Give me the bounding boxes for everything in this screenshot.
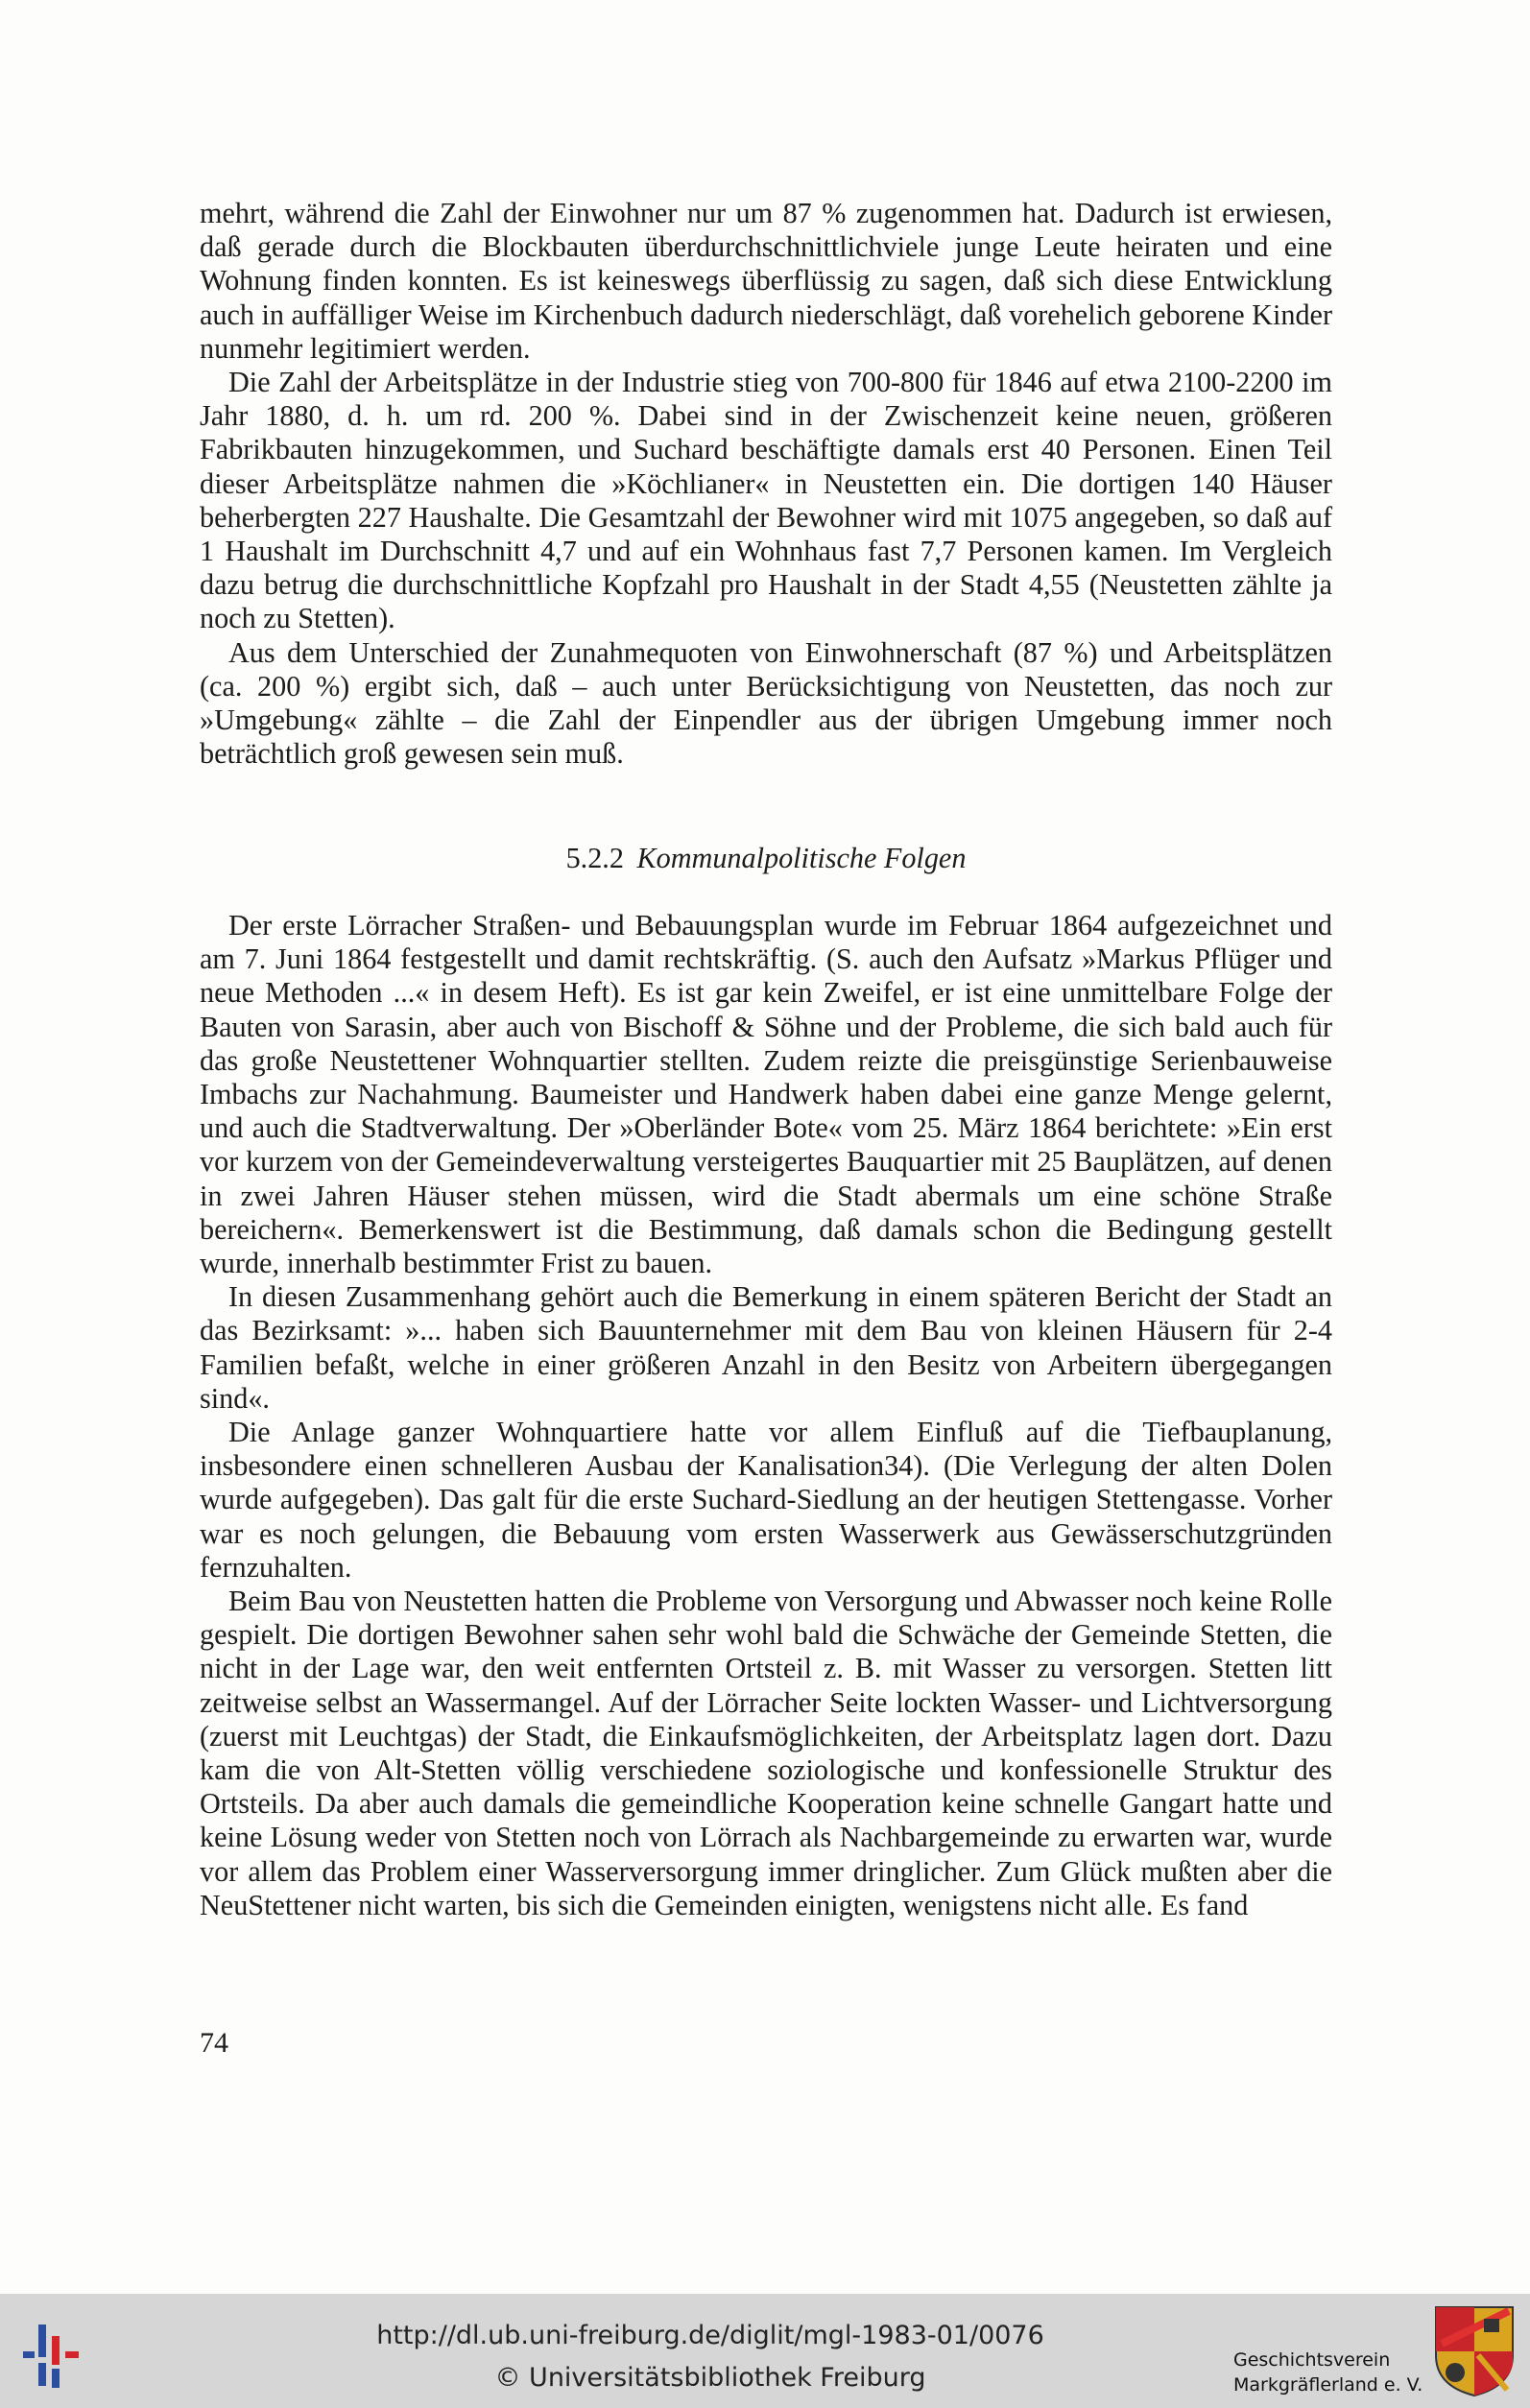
section-number: 5.2.2	[565, 842, 624, 874]
top-text-block	[200, 197, 1332, 771]
paragraph: Die Zahl der Arbeitsplätze in der Industrie stieg von 700-800 für 1846 auf etwa 2100-2200 im Jahr 1880, d. h. um rd. 200 %. Dabei sind in der Zwischenzeit keine neuen, größeren Fabrikbauten hinzugekommen, und Suchard beschäftigte damals erst 40 Personen. Einen Teil dieser Arbeitsplätze nahmen die »Köchlianer« in Neustetten ein. Die dortigen 140 Häuser beherbergten 227 Haushalte. Die Gesamtzahl der Bewohner wird mit 1075 angegeben, so daß auf 1 Haushalt im Durchschnitt 4,7 und auf ein Wohnhaus fast 7,7 Personen kamen. Im Vergleich dazu betrug die durchschnittliche Kopfzahl pro Haushalt in der Stadt 4,55 (Neustetten zählte ja noch zu Stetten).	[200, 366, 1332, 635]
paragraph: Aus dem Unterschied der Zunahmequoten von Einwohnerschaft (87 %) und Arbeitsplätzen (ca. 200 %) ergibt sich, daß – auch unter Berücksichtigung von Neustetten, das noch zur »Umgebung« zählte – die Zahl der Einpendler aus der übrigen Umgebung immer noch beträchtlich groß gewesen sein muß.	[200, 635, 1332, 771]
section-heading	[200, 841, 1332, 875]
society-line-2: Markgräflerland e. V.	[1233, 2374, 1423, 2396]
permalink-link[interactable]: http://dl.ub.uni-freiburg.de/diglit/mgl-1983-01/0076	[376, 2321, 1044, 2350]
society-name	[1233, 2348, 1425, 2397]
bottom-text-block	[200, 909, 1332, 1922]
section-title: Kommunalpolitische Folgen	[636, 842, 967, 874]
paragraph: Beim Bau von Neustetten hatten die Probleme von Versorgung und Abwasser noch keine Rolle gespielt. Die dortigen Bewohner sahen sehr wohl bald die Schwäche der Gemeinde Stetten, die nicht in der Lage war, den weit entfernten Ortsteil z. B. mit Wasser zu versorgen. Stetten litt zeitweise selbst an Wassermangel. Auf der Lörracher Seite lockten Wasser- und Lichtversorgung (zuerst mit Leuchtgas) der Stadt, die Einkaufsmöglichkeiten, der Arbeitsplatz lagen dort. Dazu kam die von Alt-Stetten völlig verschiedene soziologische und konfessionelle Struktur des Ortsteils. Da aber auch damals die gemeindliche Kooperation keine schnelle Gangart hatte und keine Lösung weder von Stetten noch von Lörrach als Nachbargemeinde zu erwarten war, wurde vor allem das Problem einer Wasserversorgung immer dringlicher. Zum Glück mußten aber die NeuStettener nicht warten, bis sich die Gemeinden einigten, wenigstens nicht alle. Es fand	[200, 1585, 1332, 1921]
paragraph: In diesen Zusammenhang gehört auch die Bemerkung in einem späteren Bericht der Stadt an das Bezirksamt: »... haben sich Bauunternehmer mit dem Bau von kleinen Häusern für 2-4 Familien befaßt, welche in einer größeren Anzahl in den Besitz von Arbeitern übergegangen sind«.	[200, 1280, 1332, 1415]
paragraph: Der erste Lörracher Straßen- und Bebauungsplan wurde im Februar 1864 aufgezeichnet und am 7. Juni 1864 festgestellt und damit rechtskräftig. (S. auch den Aufsatz »Markus Pflüger und neue Methoden ...« in desem Heft). Es ist gar kein Zweifel, er ist eine unmittelbare Folge der Bauten von Sarasin, aber auch von Bischoff & Söhne und der Probleme, die sich bald auch für das große Neustettener Wohnquartier stellten. Zudem reizte die preisgünstige Serienbauweise Imbachs zur Nachahmung. Baumeister und Handwerk haben dabei eine ganze Menge gelernt, und auch die Stadtverwaltung. Der »Oberländer Bote« vom 25. März 1864 berichtete: »Ein erst vor kurzem von der Gemeindeverwaltung versteigertes Bauquartier mit 25 Bauplätzen, auf denen in zwei Jahren Häuser stehen müssen, wird die Stadt abermals um eine schöne Straße bereichern«. Bemerkenswert ist die Bestimmung, daß damals schon die Bedingung gestellt wurde, innerhalb bestimmter Frist zu bauen.	[200, 909, 1332, 1280]
paragraph: Die Anlage ganzer Wohnquartiere hatte vor allem Einfluß auf die Tiefbauplanung, insbesondere einen schnelleren Ausbau der Kanalisation34). (Die Verlegung der alten Dolen wurde aufgegeben). Das galt für die erste Suchard-Siedlung an der heutigen Stettengasse. Vorher war es noch gelungen, die Bebauung vom ersten Wasserwerk aus Gewässerschutzgründen fernzuhalten.	[200, 1416, 1332, 1584]
paragraph: mehrt, während die Zahl der Einwohner nur um 87 % zugenommen hat. Dadurch ist erwiesen, daß gerade durch die Blockbauten überdurchschnittlichviele junge Leute heiraten und eine Wohnung finden konnten. Es ist keineswegs überflüssig zu sagen, daß sich diese Entwicklung auch in auffälliger Weise im Kirchenbuch dadurch niederschlägt, daß vorehelich geborene Kinder nunmehr legitimiert werden.	[200, 197, 1333, 365]
copyright-text: © Universitätsbibliothek Freiburg	[494, 2363, 926, 2393]
ub-freiburg-logo-icon	[19, 2315, 98, 2390]
society-line-1: Geschichtsverein	[1233, 2349, 1391, 2371]
coat-of-arms-icon	[1434, 2305, 1515, 2397]
page-number: 74	[200, 2027, 228, 2059]
